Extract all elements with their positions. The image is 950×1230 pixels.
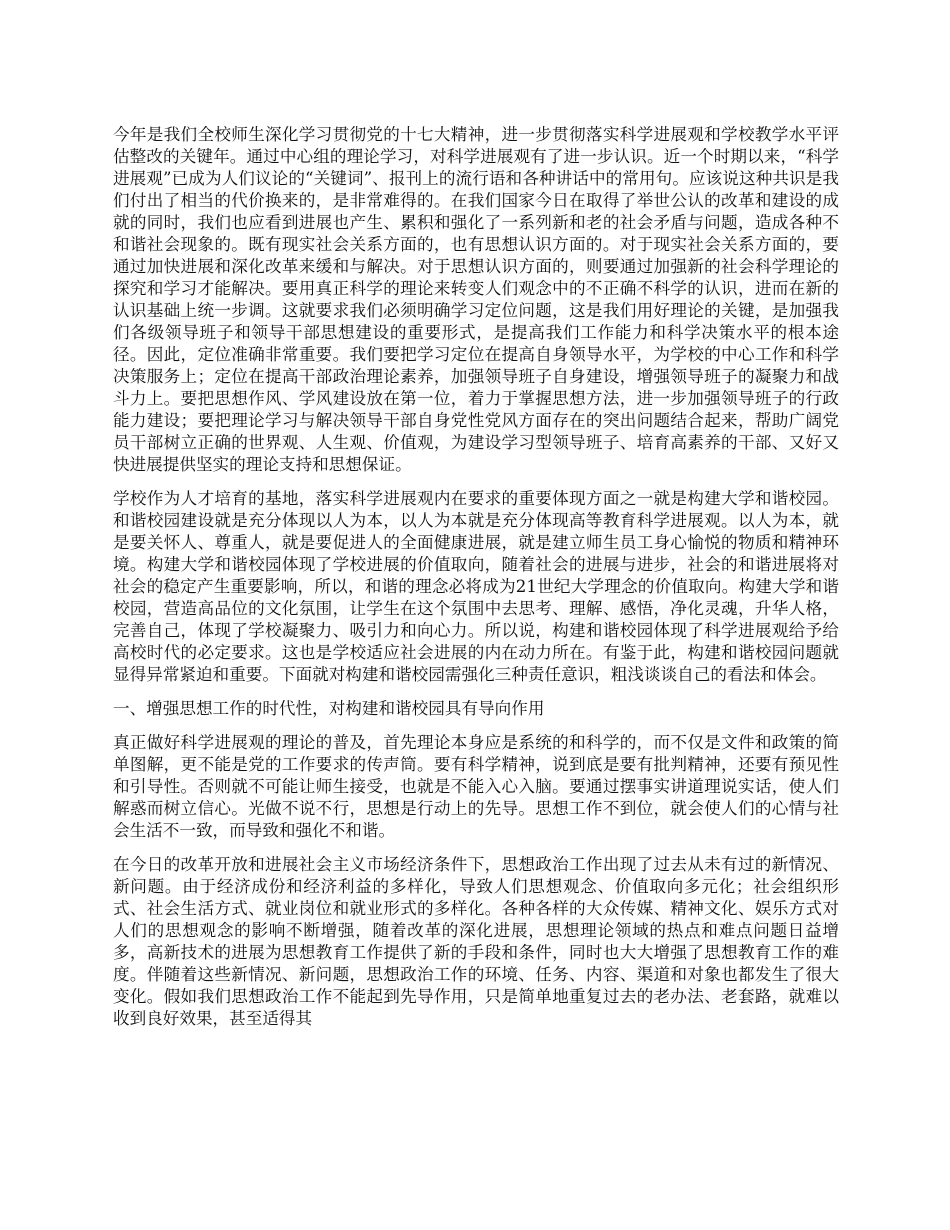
paragraph-intro: 今年是我们全校师生深化学习贯彻党的十七大精神，进一步贯彻落实科学进展观和学校教学水平评估整改的关键年。通过中心组的理论学习，对科学进展观有了进一步认识。近一个时期以来，“科学进展观”已成为人们议论的“关键词”、报刊上的流行语和各种讲话中的常用句。应该说这种共识是我们付出了相当的代价换来的，是非常难得的。在我们国家今日在取得了举世公认的改革和建设的成就的同时，我们也应看到进展也产生、累积和强化了一系列新和老的社会矛盾与问题，造成各种不和谐社会现象的。既有现实社会关系方面的，也有思想认识方面的。对于现实社会关系方面的，要通过加快进展和深化改革来缓和与解决。对于思想认识方面的，则要通过加强新的社会科学理论的探究和学习才能解决。要用真正科学的理论来转变人们观念中的不正确不科学的认识，进而在新的认识基础上统一步调。这就要求我们必须明确学习定位问题，这是我们用好理论的关键，是加强我们各级领导班子和领导干部思想建设的重要形式，是提高我们工作能力和科学决策水平的根本途径。因此，定位准确非常重要。我们要把学习定位在提高自身领导水平，为学校的中心工作和科学决策服务上；定位在提高干部政治理论素养，加强领导班子自身建设，增强领导班子的凝聚力和战斗力上。要把思想作风、学风建设放在第一位，着力于掌握思想方法，进一步加强领导班子的行政能力建设；要把理论学习与解决领导干部自身党性党风方面存在的突出问题结合起来，帮助广阔党员干部树立正确的世界观、人生观、价值观，为建设学习型领导班子、培育高素养的干部、又好又快进展提供坚实的理论支持和思想保证。: [113, 125, 839, 474]
paragraph-harmonious-campus: 学校作为人才培育的基地，落实科学进展观内在要求的重要体现方面之一就是构建大学和谐校园。和谐校园建设就是充分体现以人为本，以人为本就是充分体现高等教育科学进展观。以人为本，就是要关怀人、尊重人，就是要促进人的全面健康进展，就是建立师生员工身心愉悦的物质和精神环境。构建大学和谐校园体现了学校进展的价值取向，随着社会的进展与进步，社会的和谐进展将对社会的稳定产生重要影响，所以，和谐的理念必将成为21世纪大学理念的价值取向。构建大学和谐校园，营造高品位的文化氛围，让学生在这个氛围中去思考、理解、感悟，净化灵魂，升华人格，完善自己，体现了学校凝聚力、吸引力和向心力。所以说，构建和谐校园体现了科学进展观给予给高校时代的必定要求。这也是学校适应社会进展的内在动力所在。有鉴于此，构建和谐校园问题就显得异常紧迫和重要。下面就对构建和谐校园需强化三种责任意识，粗浅谈谈自己的看法和体会。: [113, 489, 839, 684]
paragraph-section-2: 在今日的改革开放和进展社会主义市场经济条件下，思想政治工作出现了过去从未有过的新情况、新问题。由于经济成份和经济利益的多样化，导致人们思想观念、价值取向多元化；社会组织形式、社会生活方式、就业岗位和就业形式的多样化。各种各样的大众传媒、精神文化、娱乐方式对人们的思想观念的影响不断增强，随着改革的深化进展，思想理论领域的热点和难点问题日益增多，高新技术的进展为思想教育工作提供了新的手段和条件，同时也大大增强了思想教育工作的难度。伴随着这些新情况、新问题，思想政治工作的环境、任务、内容、渠道和对象也都发生了很大变化。假如我们思想政治工作不能起到先导作用，只是简单地重复过去的老办法、老套路，就难以收到良好效果，甚至适得其: [113, 855, 839, 1028]
document-page: [113, 124, 839, 1042]
paragraph-section-1: 真正做好科学进展观的理论的普及，首先理论本身应是系统的和科学的，而不仅是文件和政策的简单图解，更不能是党的工作要求的传声筒。要有科学精神，说到底是要有批判精神，还要有预见性和引导性。否则就不可能让师生接受，也就是不能入心入脑。要通过摆事实讲道理说实话，使人们解惑而树立信心。光做不说不行，思想是行动上的先导。思想工作不到位，就会使人们的心情与社会生活不一致，而导致和强化不和谐。: [113, 733, 839, 840]
section-heading: 一、增强思想工作的时代性，对构建和谐校园具有导向作用: [113, 699, 545, 718]
